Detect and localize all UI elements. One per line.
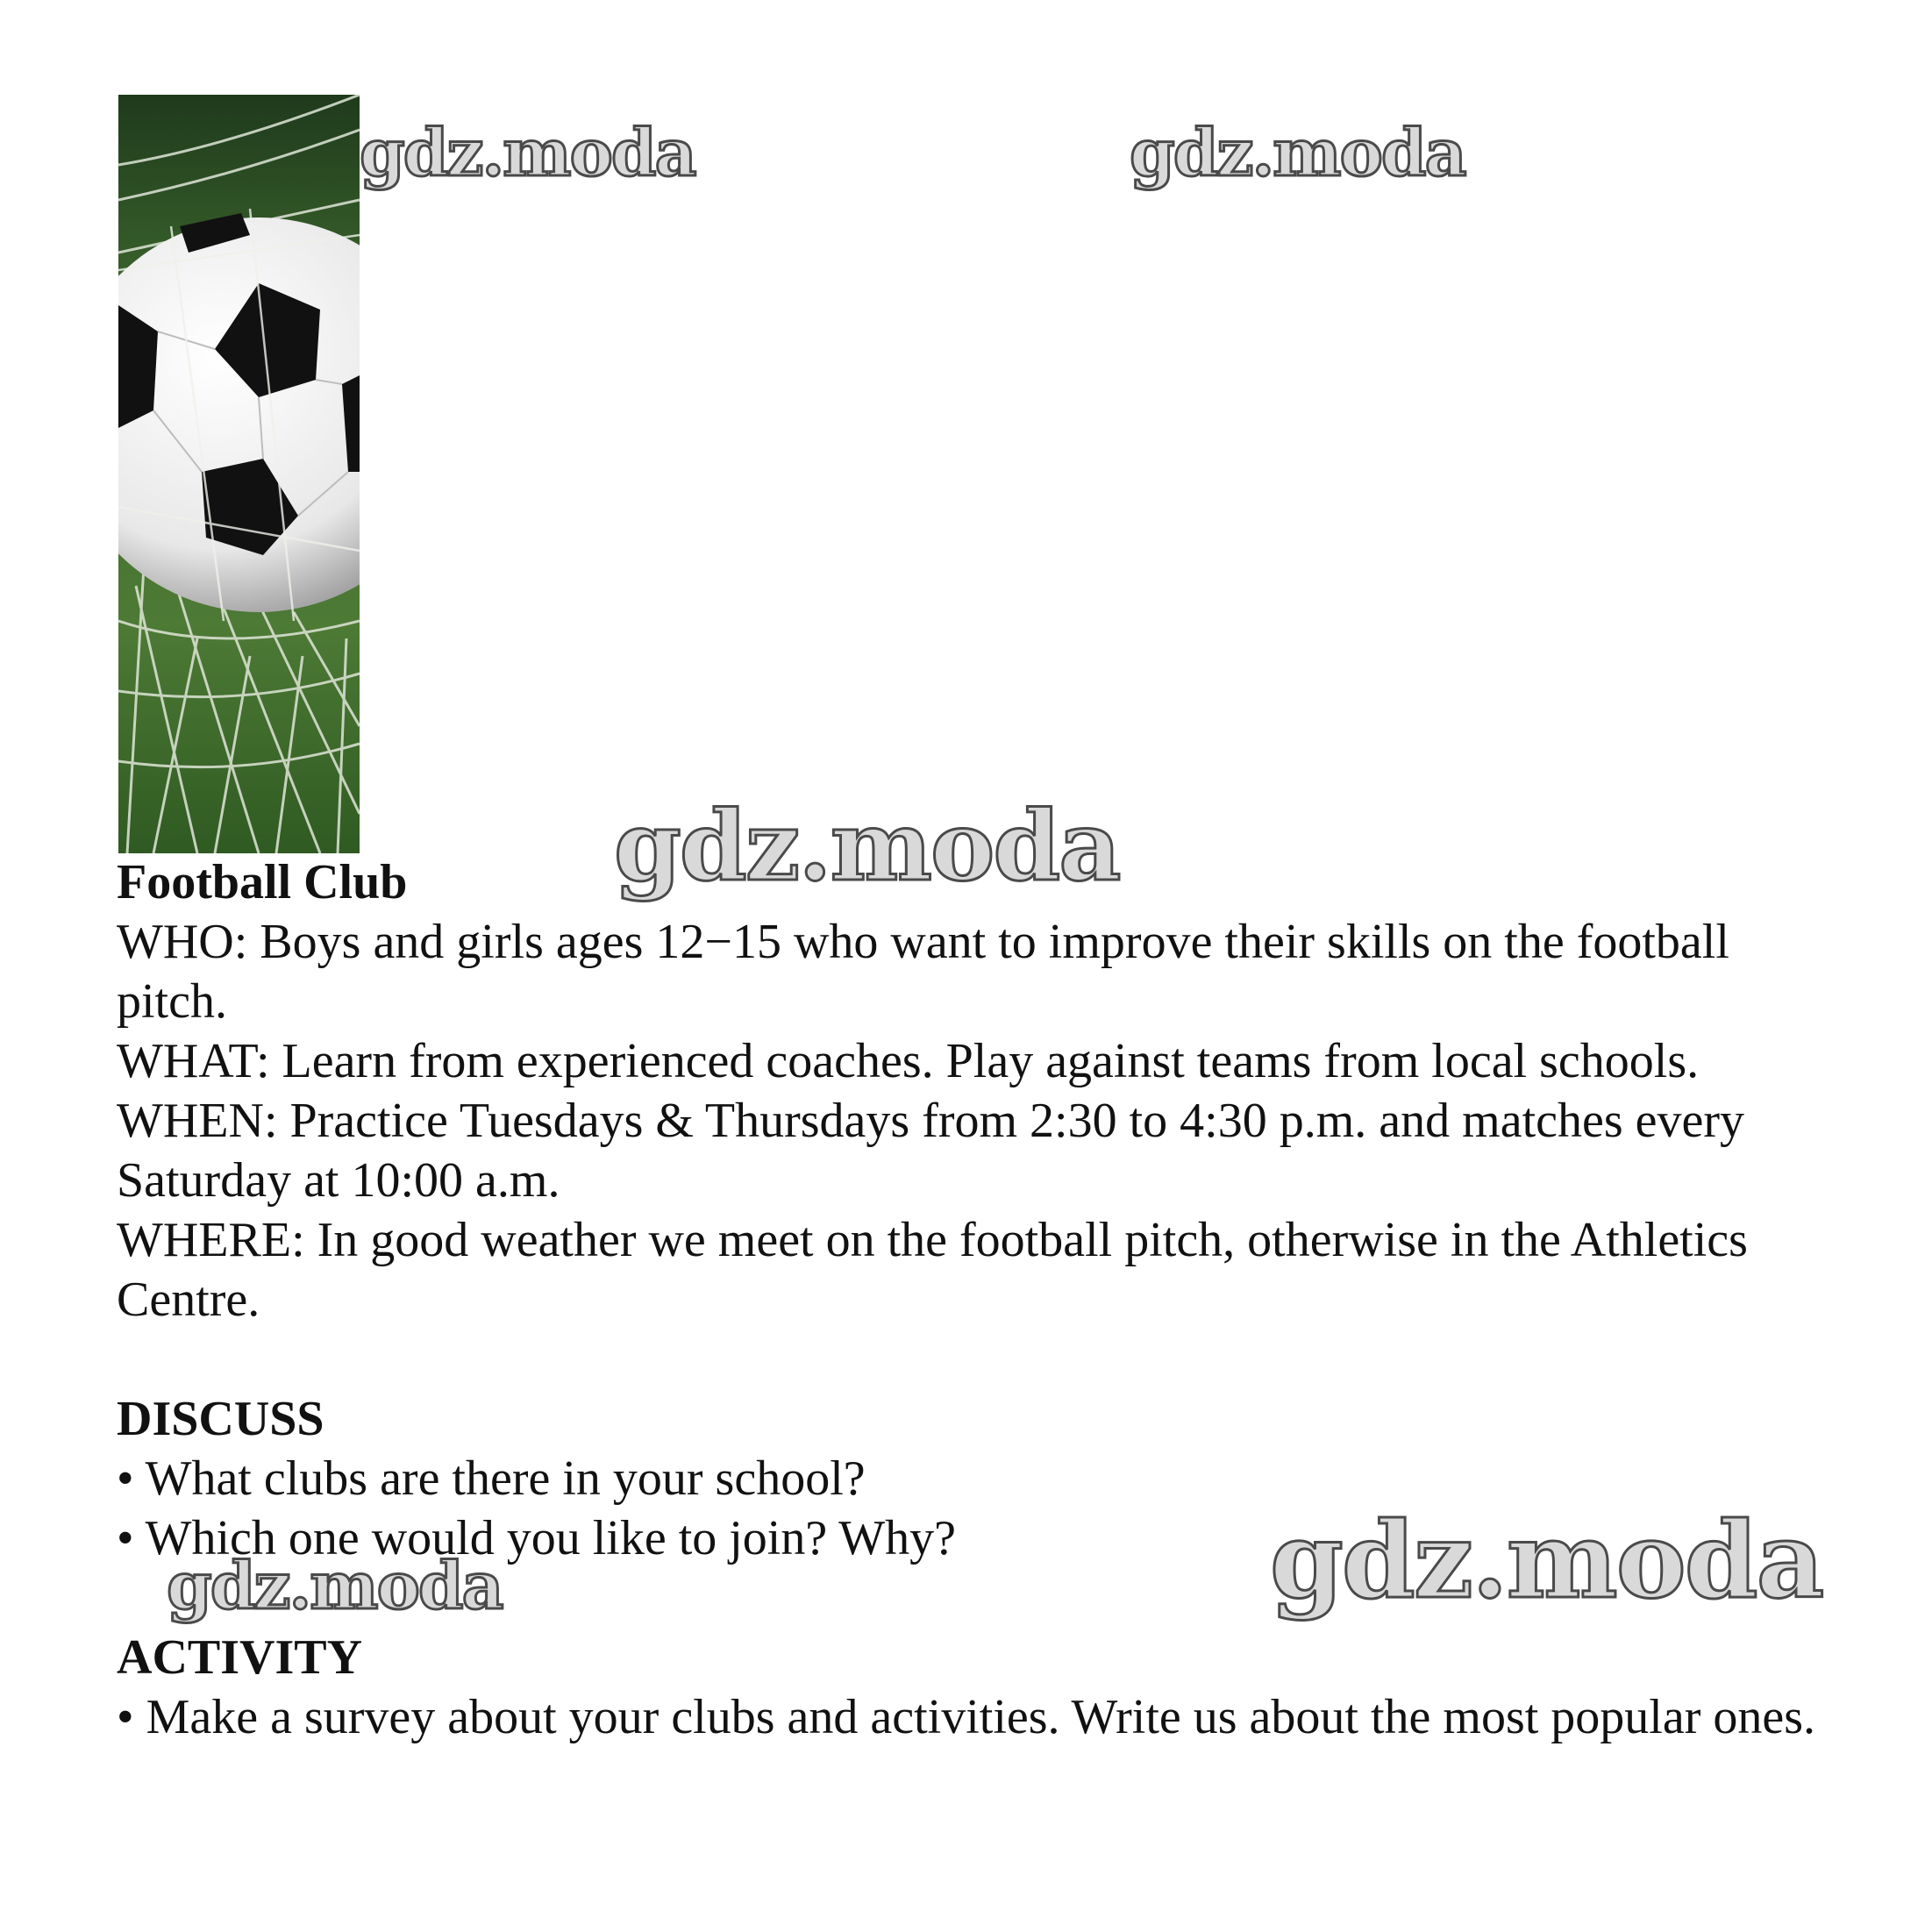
- discuss-item: • What clubs are there in your school?: [117, 1451, 866, 1506]
- club-when: WHEN: Practice Tuesdays & Thursdays from 2:30 to 4:30 p.m. and matches every Saturday at 10:00 a.m.: [117, 1094, 1744, 1208]
- discuss-heading: DISCUSS: [117, 1392, 324, 1446]
- spacer: [117, 1330, 1836, 1389]
- watermark-logo: gdz.moda: [167, 1549, 503, 1624]
- spacer: [117, 1568, 1836, 1628]
- watermark-logo: gdz.moda: [614, 789, 1120, 902]
- soccer-ball-photo: [118, 95, 360, 853]
- club-title: Football Club: [117, 855, 408, 909]
- watermark-logo: gdz.moda: [1270, 1499, 1823, 1622]
- activity-heading: ACTIVITY: [117, 1630, 363, 1685]
- club-what: WHAT: Learn from experienced coaches. Play against teams from local schools.: [117, 1034, 1700, 1088]
- watermark-logo: gdz.moda: [1130, 116, 1465, 191]
- activity-item: • Make a survey about your clubs and activities. Write us about the most popular ones.: [117, 1690, 1816, 1744]
- discuss-item: • Which one would you like to join? Why?: [117, 1511, 956, 1565]
- club-where: WHERE: In good weather we meet on the football pitch, otherwise in the Athletics Centre.: [117, 1213, 1748, 1327]
- club-description: [117, 852, 1836, 1747]
- watermark-logo: gdz.moda: [360, 116, 695, 191]
- club-who: WHO: Boys and girls ages 12−15 who want to improve their skills on the football pitch.: [117, 915, 1729, 1029]
